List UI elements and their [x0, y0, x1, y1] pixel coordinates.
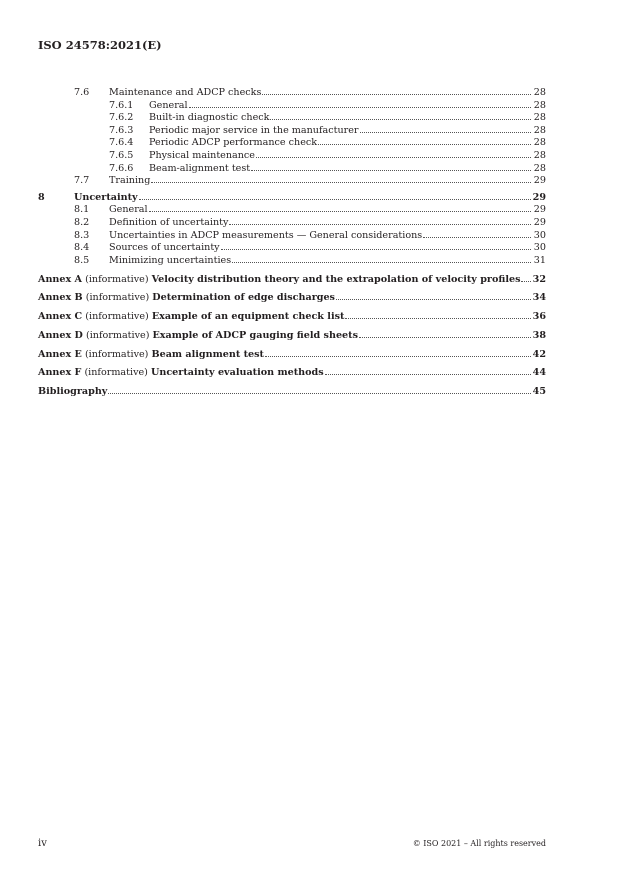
bibliography-title: Bibliography — [38, 386, 108, 398]
copyright-notice: © ISO 2021 – All rights reserved — [412, 839, 546, 848]
leader-dots — [221, 249, 531, 250]
toc-entry-title: Uncertainty — [74, 191, 138, 203]
leader-dots — [336, 299, 531, 300]
toc-entry-title: Maintenance and ADCP checks — [109, 87, 262, 98]
leader-dots — [232, 262, 531, 263]
toc-entry-number: 8.3 — [74, 229, 90, 241]
toc-entry-page: 42 — [532, 348, 546, 360]
toc-entry-title: Periodic ADCP performance check — [149, 137, 318, 149]
toc-annex-e[interactable] — [38, 349, 546, 362]
page-number: iv — [38, 838, 47, 849]
toc-annex-d[interactable] — [38, 330, 546, 343]
annex-type: (informative) — [85, 292, 150, 304]
toc-annex-b[interactable] — [38, 292, 546, 305]
toc-entry[interactable] — [38, 87, 546, 100]
annex-label: Annex C — [38, 311, 83, 323]
toc-entry-page: 29 — [533, 204, 546, 216]
toc-entry-page: 36 — [532, 311, 546, 323]
leader-dots — [108, 393, 531, 394]
toc-entry-page: 44 — [532, 367, 546, 379]
toc-entry-title: Built-in diagnostic check — [149, 112, 270, 124]
toc-entry-title: Minimizing uncertainties — [109, 254, 232, 266]
annex-type: (informative) — [84, 348, 149, 360]
toc-entry-page: 28 — [533, 137, 546, 149]
leader-dots — [359, 337, 531, 338]
toc-entry[interactable] — [38, 175, 546, 188]
toc-entry[interactable] — [38, 100, 546, 113]
leader-dots — [256, 157, 531, 158]
toc-entry[interactable] — [38, 150, 546, 163]
toc-entry-page: 29 — [533, 216, 546, 228]
toc-entry-page: 28 — [533, 87, 546, 98]
annex-title: Determination of edge discharges — [152, 292, 335, 304]
toc-entry-title: General — [109, 204, 148, 216]
toc-entry-number: 7.6.2 — [109, 112, 134, 124]
toc-entry-page: 28 — [533, 112, 546, 124]
leader-dots — [139, 199, 531, 200]
toc-entry-title: Physical maintenance — [149, 149, 255, 161]
leader-dots — [149, 211, 531, 212]
leader-dots — [360, 132, 531, 133]
annex-label: Annex F — [38, 367, 82, 379]
annex-type: (informative) — [84, 367, 148, 379]
toc-entry[interactable] — [38, 217, 546, 230]
toc-entry-page: 30 — [533, 242, 546, 254]
annex-title: Beam alignment test — [151, 348, 264, 360]
document-id: ISO 24578:2021(E) — [38, 38, 162, 52]
annex-type: (informative) — [85, 273, 149, 285]
annex-title: Uncertainty evaluation methods — [150, 367, 324, 379]
annex-label: Annex E — [38, 348, 82, 360]
toc-annex-f[interactable] — [38, 367, 546, 380]
leader-dots — [151, 182, 531, 183]
toc-entry-page: 28 — [533, 99, 546, 111]
annex-title: Example of ADCP gauging field sheets — [152, 329, 358, 341]
toc-bibliography[interactable] — [38, 386, 546, 399]
leader-dots — [251, 170, 531, 171]
leader-dots — [521, 281, 531, 282]
toc-entry-title: Sources of uncertainty — [109, 242, 220, 254]
toc-entry-number: 7.7 — [74, 175, 90, 187]
annex-type: (informative) — [85, 329, 150, 341]
annex-type: (informative) — [85, 311, 149, 323]
toc-entry-page: 32 — [532, 273, 546, 285]
toc-entry-number: 8.2 — [74, 216, 90, 228]
leader-dots — [262, 94, 531, 95]
toc-entry[interactable] — [38, 112, 546, 125]
leader-dots — [325, 374, 531, 375]
toc-entry-number: 7.6.1 — [109, 99, 134, 111]
toc-entry-page: 29 — [532, 191, 546, 203]
toc-entry-title: Beam-alignment test — [149, 162, 251, 174]
toc-entry-page: 30 — [533, 229, 546, 241]
toc-entry-title: Training — [109, 175, 151, 187]
leader-dots — [423, 237, 531, 238]
toc-entry[interactable] — [38, 255, 546, 268]
toc-entry[interactable] — [38, 204, 546, 217]
toc-entry-page: 31 — [533, 254, 546, 266]
table-of-contents — [38, 87, 546, 399]
annex-title: Velocity distribution theory and the extrapolation of velocity profiles — [151, 273, 521, 285]
toc-entry-number: 8.5 — [74, 254, 90, 266]
annex-label: Annex B — [38, 292, 83, 304]
toc-entry-page: 28 — [533, 162, 546, 174]
toc-entry-page: 45 — [532, 386, 546, 398]
toc-entry[interactable] — [38, 125, 546, 138]
annex-label: Annex D — [38, 329, 83, 341]
toc-entry-number: 7.6.3 — [109, 124, 134, 136]
toc-annex-a[interactable] — [38, 274, 546, 287]
toc-entry-page: 38 — [532, 329, 546, 341]
leader-dots — [270, 119, 531, 120]
toc-clause-8[interactable] — [38, 192, 546, 205]
toc-entry-page: 34 — [532, 292, 546, 304]
toc-entry-page: 28 — [533, 124, 546, 136]
toc-entry[interactable] — [38, 163, 546, 176]
toc-entry-number: 8.4 — [74, 242, 90, 254]
toc-entry[interactable] — [38, 230, 546, 243]
toc-entry-title: Uncertainties in ADCP measurements — General considerations — [109, 229, 423, 241]
toc-entry-number: 7.6 — [74, 87, 90, 98]
annex-title: Example of an equipment check list — [151, 311, 345, 323]
leader-dots — [265, 356, 531, 357]
toc-entry[interactable] — [38, 242, 546, 255]
toc-annex-c[interactable] — [38, 311, 546, 324]
toc-entry-title: Periodic major service in the manufacturer — [149, 124, 359, 136]
leader-dots — [345, 318, 531, 319]
annex-label: Annex A — [38, 273, 83, 285]
leader-dots — [318, 144, 531, 145]
toc-entry-title: General — [149, 99, 188, 111]
toc-entry-number: 8.1 — [74, 204, 90, 216]
toc-entry-page: 29 — [533, 175, 546, 187]
toc-entry-number: 7.6.6 — [109, 162, 134, 174]
toc-entry-page: 28 — [533, 149, 546, 161]
toc-entry-number: 8 — [38, 191, 45, 203]
leader-dots — [229, 224, 531, 225]
toc-entry-number: 7.6.4 — [109, 137, 134, 149]
toc-entry-title: Definition of uncertainty — [109, 216, 229, 228]
leader-dots — [189, 107, 531, 108]
toc-entry[interactable] — [38, 137, 546, 150]
toc-entry-number: 7.6.5 — [109, 149, 134, 161]
